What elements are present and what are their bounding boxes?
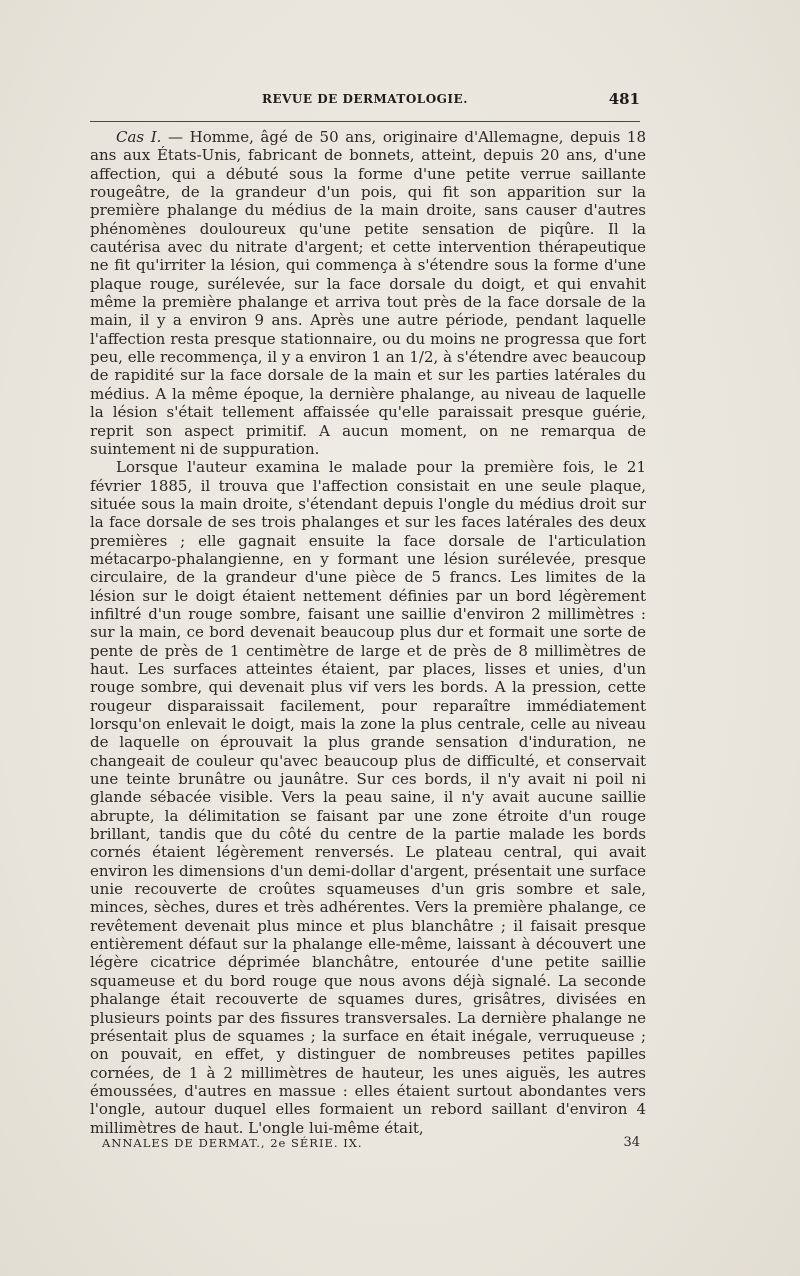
printer-signature: ANNALES DE DERMAT., 2e SÉRIE. IX. [102, 1136, 363, 1150]
running-title: REVUE DE DERMATOLOGIE. [262, 92, 468, 106]
page-footer [90, 1136, 640, 1156]
paragraph-examination [90, 458, 646, 1137]
page-number: 481 [608, 90, 640, 108]
sheet-number: 34 [623, 1135, 640, 1150]
article-body [90, 128, 646, 1137]
paragraph-text: Lorsque l'auteur examina le malade pour la première fois, le 21 février 1885, il trouva que l'affection consistait en une seule plaque, située sous la main droite, s'étendant depuis l'ongle du médius droit sur la face dorsale de ses trois phalanges et sur les faces latérales des deux premières ; elle gagnait ensuite la face dorsale de l'articulation métacarpo-phalangienne, en y formant une lésion surélevée, presque circulaire, de la grandeur d'une pièce de 5 francs. Les limites de la lésion sur le doigt étaient nettement définies par un bord légèrement infiltré d'un rouge sombre, faisant une saillie d'environ 2 millimètres : sur la main, ce bord devenait beaucoup plus dur et formait une sorte de pente de près de 1 centimètre de large et de près de 8 millimètres de haut. Les surfaces atteintes étaient, par places, lisses et unies, d'un rouge sombre, qui devenait plus vif vers les bords. A la pression, cette rougeur disparaissait facilement, pour reparaître immédiatement lorsqu'on enlevait le doigt, mais la zone la plus centrale, celle au niveau de laquelle on éprouvait la plus grande sensation d'induration, ne changeait de couleur qu'avec beaucoup plus de difficulté, et conservait une teinte brunâtre ou jaunâtre. Sur ces bords, il n'y avait ni poil ni glande sébacée visible. Vers la peau saine, il n'y avait aucune saillie abrupte, la délimitation se faisant par une zone étroite d'un rouge brillant, tandis que du côté du centre de la partie malade les bords cornés étaient légèrement renversés. Le plateau central, qui avait environ les dimensions d'un demi-dollar d'argent, présentait une surface unie recouverte de croûtes squameuses d'un gris sombre et sale, minces, sèches, dures et très adhérentes. Vers la première phalange, ce revêtement devenait plus mince et plus blanchâtre ; il faisait presque entièrement défaut sur la phalange elle-même, laissant à découvert une légère cicatrice déprimée blanchâtre, entourée d'une petite saillie squameuse et du bord rouge que nous avons déjà signalé. La seconde phalange était recouverte de squames dures, grisâtres, divisées en plusieurs points par des fissures transversales. La dernière phalange ne présentait plus de squames ; la surface en était inégale, verruqueuse ; on pouvait, en effet, y distinguer de nombreuses petites papilles cornées, de 1 à 2 millimètres de hauteur, les unes aiguës, les autres émoussées, d'autres en massue : elles étaient surtout abondantes vers l'ongle, autour duquel elles formaient un rebord saillant d'environ 4 millimètres de haut. L'ongle lui-même était, [90, 458, 646, 1137]
page-header [90, 92, 640, 112]
header-rule [90, 121, 640, 122]
paragraph-case-1 [90, 128, 646, 458]
paragraph-text: — Homme, âgé de 50 ans, originaire d'Allemagne, depuis 18 ans aux États-Unis, fabricant de bonnets, atteint, depuis 20 ans, d'une affection, qui a débuté sous la forme d'une petite verrue saillante rougeâtre, de la grandeur d'un pois, qui fit son apparition sur la première phalange du médius de la main droite, sans causer d'autres phénomènes douloureux qu'une petite sensation de piqûre. Il la cautérisa avec du nitrate d'argent; et cette intervention thérapeutique ne fit qu'irriter la lésion, qui commença à s'étendre sous la forme d'une plaque rouge, surélevée, sur la face dorsale du doigt, et qui envahit même la première phalange et arriva tout près de la face dorsale de la main, il y a environ 9 ans. Après une autre période, pendant laquelle l'affection resta presque stationnaire, ou du moins ne progressa que fort peu, elle recommença, il y a environ 1 an 1/2, à s'étendre avec beaucoup de rapidité sur la face dorsale de la main et sur les parties latérales du médius. A la même époque, la dernière phalange, au niveau de laquelle la lésion s'était tellement affaissée qu'elle paraissait presque guérie, reprit son aspect primitif. A aucun moment, on ne remarqua de suintement ni de suppuration. [90, 128, 646, 458]
case-heading: Cas I. [116, 128, 162, 146]
